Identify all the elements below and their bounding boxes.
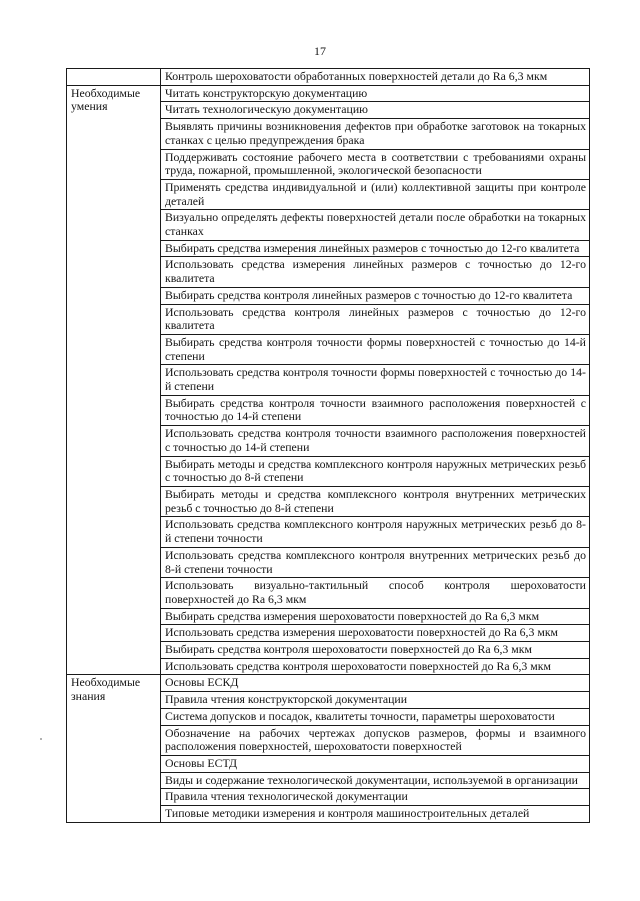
knowledge-item: Правила чтения технологической документации	[161, 789, 590, 806]
category-cell-empty	[67, 69, 161, 86]
category-knowledge-cell	[67, 675, 161, 822]
knowledge-item: Основы ЕСКД	[161, 675, 590, 692]
requirements-table	[66, 68, 590, 823]
skill-item: Выбирать средства контроля точности взаимного расположения поверхностей с точностью до 14-й степени	[161, 395, 590, 425]
skill-item: Выбирать средства контроля точности формы поверхностей с точностью до 14-й степени	[161, 334, 590, 364]
skill-item: Использовать средства контроля точности взаимного расположения поверхностей с точностью до 14-й степени	[161, 426, 590, 456]
skill-item: Использовать средства контроля точности формы поверхностей с точностью до 14-й степени	[161, 365, 590, 395]
knowledge-item: Виды и содержание технологической документации, используемой в организации	[161, 772, 590, 789]
knowledge-item: Правила чтения конструкторской документации	[161, 692, 590, 709]
skill-item: Использовать визуально-тактильный способ контроля шероховатости поверхностей до Ra 6,3 мкм	[161, 578, 590, 608]
skill-item: Читать конструкторскую документацию	[161, 85, 590, 102]
knowledge-item: Система допусков и посадок, квалитеты точности, параметры шероховатости	[161, 708, 590, 725]
skill-item: Использовать средства комплексного контроля наружных метрических резьб до 8-й степени точности	[161, 517, 590, 547]
skill-item: Выбирать методы и средства комплексного контроля наружных метрических резьб с точностью до 8-й степени	[161, 456, 590, 486]
table-row	[67, 69, 590, 86]
knowledge-item: Основы ЕСТД	[161, 755, 590, 772]
table-row	[67, 85, 590, 102]
knowledge-item: Типовые методики измерения и контроля машиностроительных деталей	[161, 806, 590, 823]
category-label: Необходимые умения	[71, 85, 141, 114]
category-label: Необходимые знания	[71, 675, 141, 704]
requirement-cell: Контроль шероховатости обработанных поверхностей детали до Ra 6,3 мкм	[161, 69, 590, 86]
skill-item: Выбирать методы и средства комплексного контроля внутренних метрических резьб с точностью до 8-й степени	[161, 486, 590, 516]
page-number: 17	[314, 44, 326, 58]
skill-item: Выбирать средства контроля шероховатости поверхностей до Ra 6,3 мкм	[161, 642, 590, 659]
skill-item: Выбирать средства контроля линейных размеров с точностью до 12-го квалитета	[161, 287, 590, 304]
skill-item: Использовать средства измерения линейных размеров с точностью до 12-го квалитета	[161, 257, 590, 287]
skill-item: Визуально определять дефекты поверхностей детали после обработки на токарных станках	[161, 210, 590, 240]
requirements-table-body	[67, 69, 590, 823]
category-skills-cell	[67, 85, 161, 675]
skill-item: Выбирать средства измерения линейных размеров с точностью до 12-го квалитета	[161, 240, 590, 257]
skill-item: Читать технологическую документацию	[161, 102, 590, 119]
skill-item: Выявлять причины возникновения дефектов при обработке заготовок на токарных станках с целью предупреждения брака	[161, 119, 590, 149]
skill-item: Использовать средства контроля шероховатости поверхностей до Ra 6,3 мкм	[161, 658, 590, 675]
table-row	[67, 675, 590, 692]
skill-item: Использовать средства контроля линейных размеров с точностью до 12-го квалитета	[161, 304, 590, 334]
skill-item: Поддерживать состояние рабочего места в соответствии с требованиями охраны труда, пожарной, промышленной, экологической безопасности	[161, 149, 590, 179]
skill-item: Выбирать средства измерения шероховатости поверхностей до Ra 6,3 мкм	[161, 608, 590, 625]
knowledge-item: Обозначение на рабочих чертежах допусков размеров, формы и взаимного расположения поверхностей, шероховатости поверхностей	[161, 725, 590, 755]
skill-item: Использовать средства измерения шероховатости поверхностей до Ra 6,3 мкм	[161, 625, 590, 642]
skill-item: Использовать средства комплексного контроля внутренних метрических резьб до 8-й степени точности	[161, 547, 590, 577]
skill-item: Применять средства индивидуальной и (или) коллективной защиты при контроле деталей	[161, 179, 590, 209]
scan-artifact	[40, 738, 42, 740]
